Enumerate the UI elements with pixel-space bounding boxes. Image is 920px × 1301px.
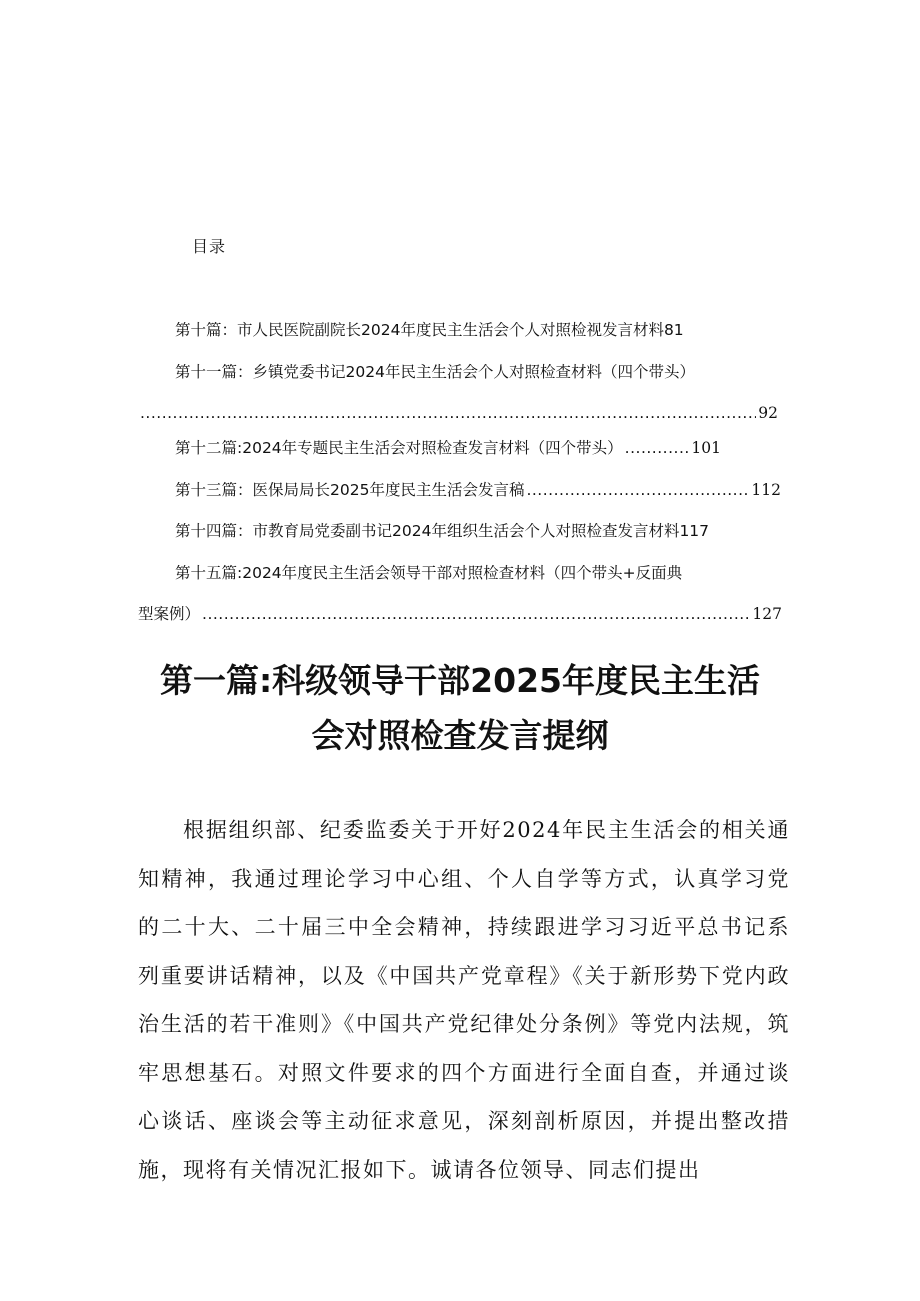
toc-entry-13-page: 112 [751, 481, 781, 499]
toc-heading: 目录 [192, 237, 227, 256]
toc-entry-10[interactable]: 第十篇：市人民医院副院长2024年度民主生活会个人对照检视发言材料81 [175, 321, 684, 339]
toc-entry-12-page: 101 [691, 439, 721, 457]
dot-leader [625, 437, 690, 459]
document-title-line-1: 第一篇:科级领导干部2025年度民主生活 [159, 661, 761, 700]
toc-entry-15-page: 127 [752, 605, 782, 623]
document-title-line-2: 会对照检查发言提纲 [311, 716, 609, 755]
dot-leader [526, 479, 749, 501]
dot-leader [140, 402, 756, 424]
toc-entry-15[interactable]: 第十五篇:2024年度民主生活会领导干部对照检查材料（四个带头+反面典 [175, 564, 683, 582]
dot-leader [202, 603, 750, 625]
toc-entry-11-leader [138, 402, 778, 424]
body-paragraph: 根据组织部、纪委监委关于开好2024年民主生活会的相关通知精神，我通过理论学习中心组、个人自学等方式，认真学习党的二十大、二十届三中全会精神，持续跟进学习习近平总书记系列重要讲话精神，以及《中国共产党章程》《关于新形势下党内政治生活的若干准则》《中国共产党纪律处分条例》等党内法规，筑牢思想基石。对照文件要求的四个方面进行全面自查，并通过谈心谈话、座谈会等主动征求意见，深刻剖析原因，并提出整改措施，现将有关情况汇报如下。诚请各位领导、同志们提出 [138, 818, 790, 1182]
toc-entry-12-label: 第十二篇:2024年专题民主生活会对照检查发言材料（四个带头） [175, 439, 623, 457]
toc-entry-15-cont [138, 603, 782, 625]
toc-entry-11[interactable]: 第十一篇：乡镇党委书记2024年民主生活会个人对照检查材料（四个带头） [175, 363, 695, 381]
toc-entry-11-page: 92 [758, 404, 778, 422]
toc-entry-13[interactable] [175, 479, 781, 501]
toc-entry-14[interactable]: 第十四篇：市教育局党委副书记2024年组织生活会个人对照检查发言材料117 [175, 522, 710, 540]
toc-entry-15-label-cont: 型案例） [138, 605, 201, 623]
toc-entry-13-label: 第十三篇：医保局局长2025年度民主生活会发言稿 [175, 481, 525, 499]
toc-entry-12[interactable] [175, 437, 721, 459]
